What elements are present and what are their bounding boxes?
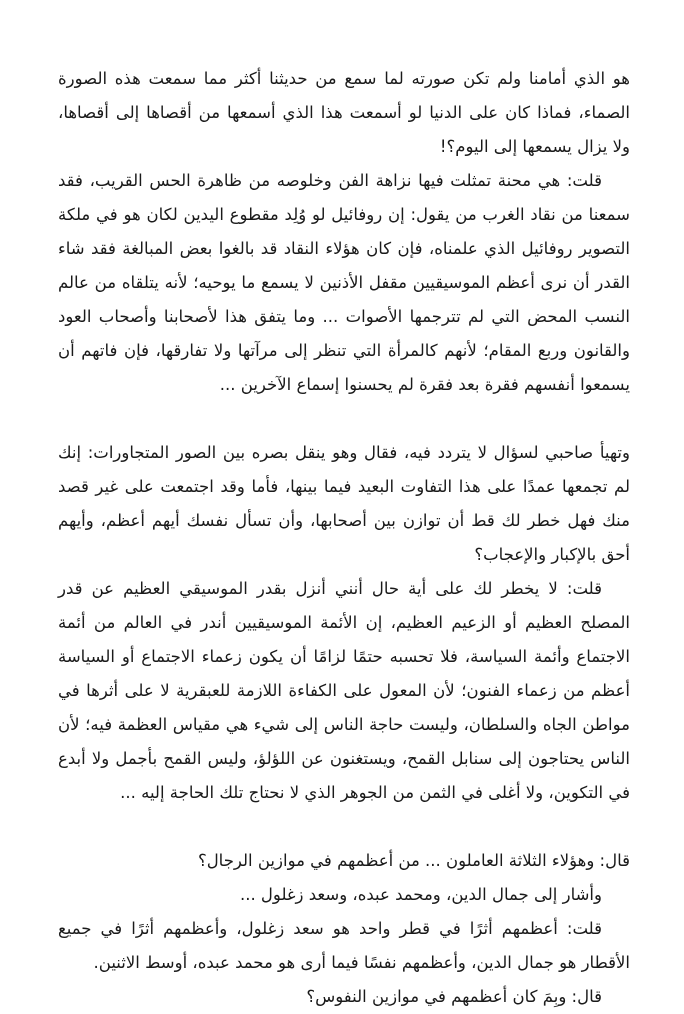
book-page: [58, 62, 630, 1014]
paragraph-gap: [58, 402, 630, 436]
paragraph: هو الذي أمامنا ولم تكن صورته لما سمع من حديثنا أكثر مما سمعت هذه الصورة الصماء، فماذا كان على الدنيا لو أسمعت هذا الذي أسمعها من أقصاها إلى أقصاها، ولا يزال يسمعها إلى اليوم؟!: [58, 69, 630, 156]
paragraph: قلت: لا يخطر لك على أية حال أنني أنزل بقدر الموسيقي العظيم عن قدر المصلح العظيم أو الزعيم العظيم، إن الأئمة الموسيقيين أندر في العالم من أئمة الاجتماع وأئمة السياسة، فلا تحسبه حتمًا لزامًا أن يكون زعماء الاجتماع أو السياسة أعظم من زعماء الفنون؛ لأن المعول على الكفاءة اللازمة للعبقرية لا على أثرها في مواطن الجاه والسلطان، وليست حاجة الناس إلى شيء هي مقياس العظمة فيه؛ لأن الناس يحتاجون إلى سنابل القمح، ويستغنون عن اللؤلؤ، وليس القمح بأجمل ولا أبدع في التكوين، ولا أغلى في الثمن من الجوهر الذي لا نحتاج تلك الحاجة إليه ...: [58, 579, 630, 802]
paragraph: وأشار إلى جمال الدين، ومحمد عبده، وسعد زغلول ...: [239, 885, 602, 904]
paragraph: وتهيأ صاحبي لسؤال لا يتردد فيه، فقال وهو ينقل بصره بين الصور المتجاورات: إنك لم تجمعها عمدًا على هذا التفاوت البعيد فيما بينها، فأما وقد اجتمعت على غير قصد منك فهل خطر لك قط أن توازن بين أصحابها، وأن تسأل نفسك أيهم أعظم، وأيهم أحق بالإكبار والإعجاب؟: [58, 443, 630, 564]
paragraph: قلت: أعظمهم أثرًا في قطر واحد هو سعد زغلول، وأعظمهم أثرًا في جميع الأقطار هو جمال الدين، وأعظمهم نفسًا فيما أرى هو محمد عبده، أوسط الاثنين.: [58, 919, 630, 972]
paragraph: قال: وبِمَ كان أعظمهم في موازين النفوس؟: [306, 987, 602, 1006]
paragraph: قال: وهؤلاء الثلاثة العاملون ... من أعظمهم في موازين الرجال؟: [197, 851, 630, 870]
paragraph-gap: [58, 810, 630, 844]
paragraph: قلت: هي محنة تمثلت فيها نزاهة الفن وخلوصه من ظاهرة الحس القريب، فقد سمعنا من نقاد الغرب من يقول: إن روفائيل لو وُلِد مقطوع اليدين لكان هو في ملكة التصوير روفائيل الذي علمناه، فإن كان هؤلاء النقاد قد بالغوا بعض المبالغة فقد شاء القدر أن نرى أعظم الموسيقيين مقفل الأذنين لا يسمع ما يوحيه؛ لأنه يتلقاه من عالم النسب المحض التي لم تترجمها الأصوات ... وما يتفق هذا لأصحابنا وأصحاب العود والقانون وربع المقام؛ لأنهم كالمرأة التي تنظر إلى مرآتها ولا تفارقها، فإن فاتهم أن يسمعوا أنفسهم فقرة بعد فقرة لم يحسنوا إسماع الآخرين ...: [58, 171, 630, 394]
